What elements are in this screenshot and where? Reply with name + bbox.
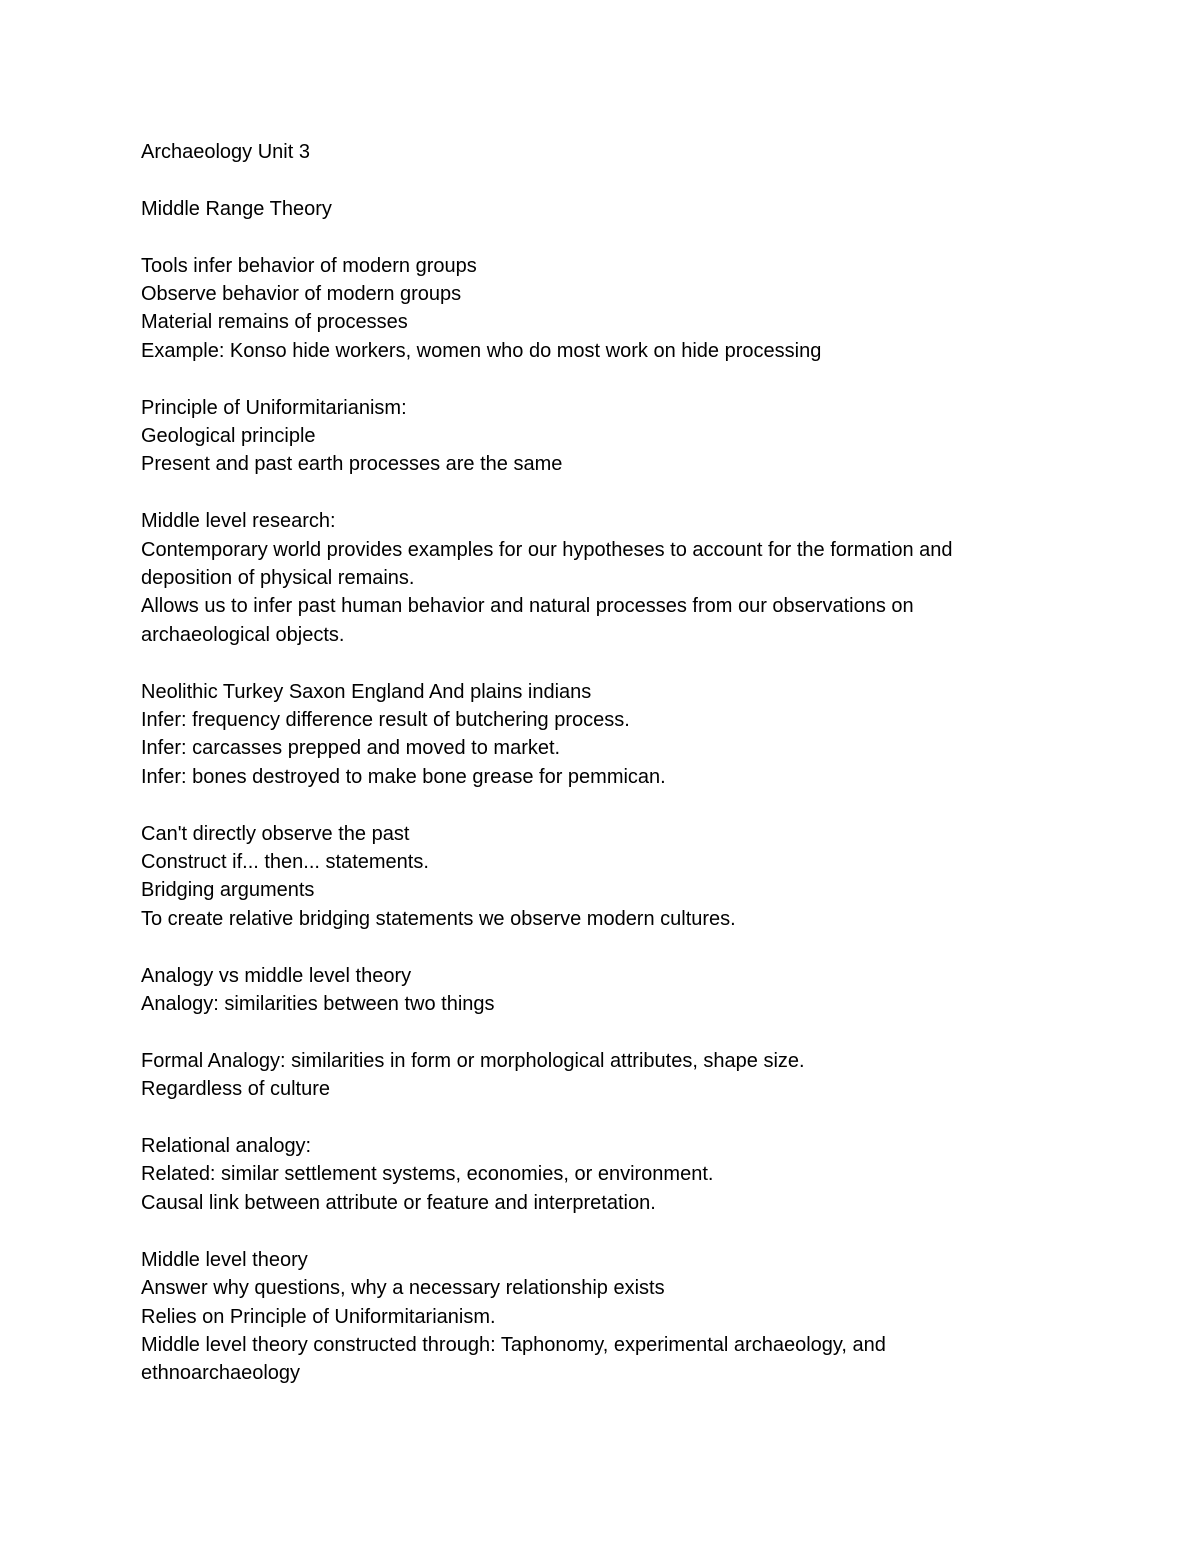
text-line: Bridging arguments bbox=[141, 879, 315, 902]
text-line: Infer: carcasses prepped and moved to market. bbox=[141, 737, 561, 760]
text-line: Contemporary world provides examples for our hypotheses to account for the formation and deposition of physical remains. bbox=[141, 538, 953, 590]
section-tools-infer bbox=[141, 252, 1041, 366]
section-uniformitarianism bbox=[141, 394, 1041, 479]
text-line: Answer why questions, why a necessary relationship exists bbox=[141, 1277, 665, 1300]
section-neolithic-turkey bbox=[141, 678, 1041, 792]
text-line: Construct if... then... statements. bbox=[141, 851, 429, 874]
section-middle-level-theory bbox=[141, 1246, 1041, 1388]
text-line: Tools infer behavior of modern groups bbox=[141, 254, 477, 277]
text-line: Infer: frequency difference result of butchering process. bbox=[141, 709, 630, 732]
section-formal-analogy bbox=[141, 1047, 1041, 1104]
text-line: Observe behavior of modern groups bbox=[141, 283, 462, 305]
text-line: To create relative bridging statements we observe modern cultures. bbox=[141, 907, 736, 930]
text-line: Regardless of culture bbox=[141, 1078, 330, 1101]
document-page bbox=[141, 138, 1041, 1416]
section-heading: Middle Range Theory bbox=[141, 197, 332, 220]
section-relational-analogy bbox=[141, 1132, 1041, 1217]
text-line: Infer: bones destroyed to make bone grease for pemmican. bbox=[141, 765, 666, 788]
section-bridging-arguments bbox=[141, 820, 1041, 934]
document-title: Archaeology Unit 3 bbox=[141, 141, 310, 163]
text-line: Example: Konso hide workers, women who do most work on hide processing bbox=[141, 339, 822, 362]
text-line: Analogy: similarities between two things bbox=[141, 993, 495, 1016]
section-heading: Can't directly observe the past bbox=[141, 822, 410, 845]
section-middle-range-theory bbox=[141, 195, 1041, 223]
section-heading: Relational analogy: bbox=[141, 1135, 312, 1158]
text-line: Causal link between attribute or feature and interpretation. bbox=[141, 1191, 656, 1214]
text-line: Formal Analogy: similarities in form or morphological attributes, shape size. bbox=[141, 1049, 805, 1072]
text-line: Material remains of processes bbox=[141, 311, 408, 334]
section-heading: Principle of Uniformitarianism: bbox=[141, 396, 407, 419]
text-line: Allows us to infer past human behavior and natural processes from our observations on archaeological objects. bbox=[141, 595, 914, 646]
text-line: Relies on Principle of Uniformitarianism. bbox=[141, 1305, 496, 1328]
section-heading: Middle level research: bbox=[141, 510, 336, 533]
section-heading: Middle level theory bbox=[141, 1248, 308, 1271]
document-title-block bbox=[141, 138, 1041, 166]
text-line: Related: similar settlement systems, economies, or environment. bbox=[141, 1163, 714, 1186]
section-middle-level-research bbox=[141, 507, 1041, 649]
text-line: Geological principle bbox=[141, 425, 316, 448]
text-line: Middle level theory constructed through: Taphonomy, experimental archaeology, and ethnoarchaeology bbox=[141, 1333, 886, 1385]
text-line: Present and past earth processes are the same bbox=[141, 453, 563, 476]
section-heading: Neolithic Turkey Saxon England And plains indians bbox=[141, 680, 592, 703]
section-analogy bbox=[141, 962, 1041, 1019]
section-heading: Analogy vs middle level theory bbox=[141, 964, 412, 987]
